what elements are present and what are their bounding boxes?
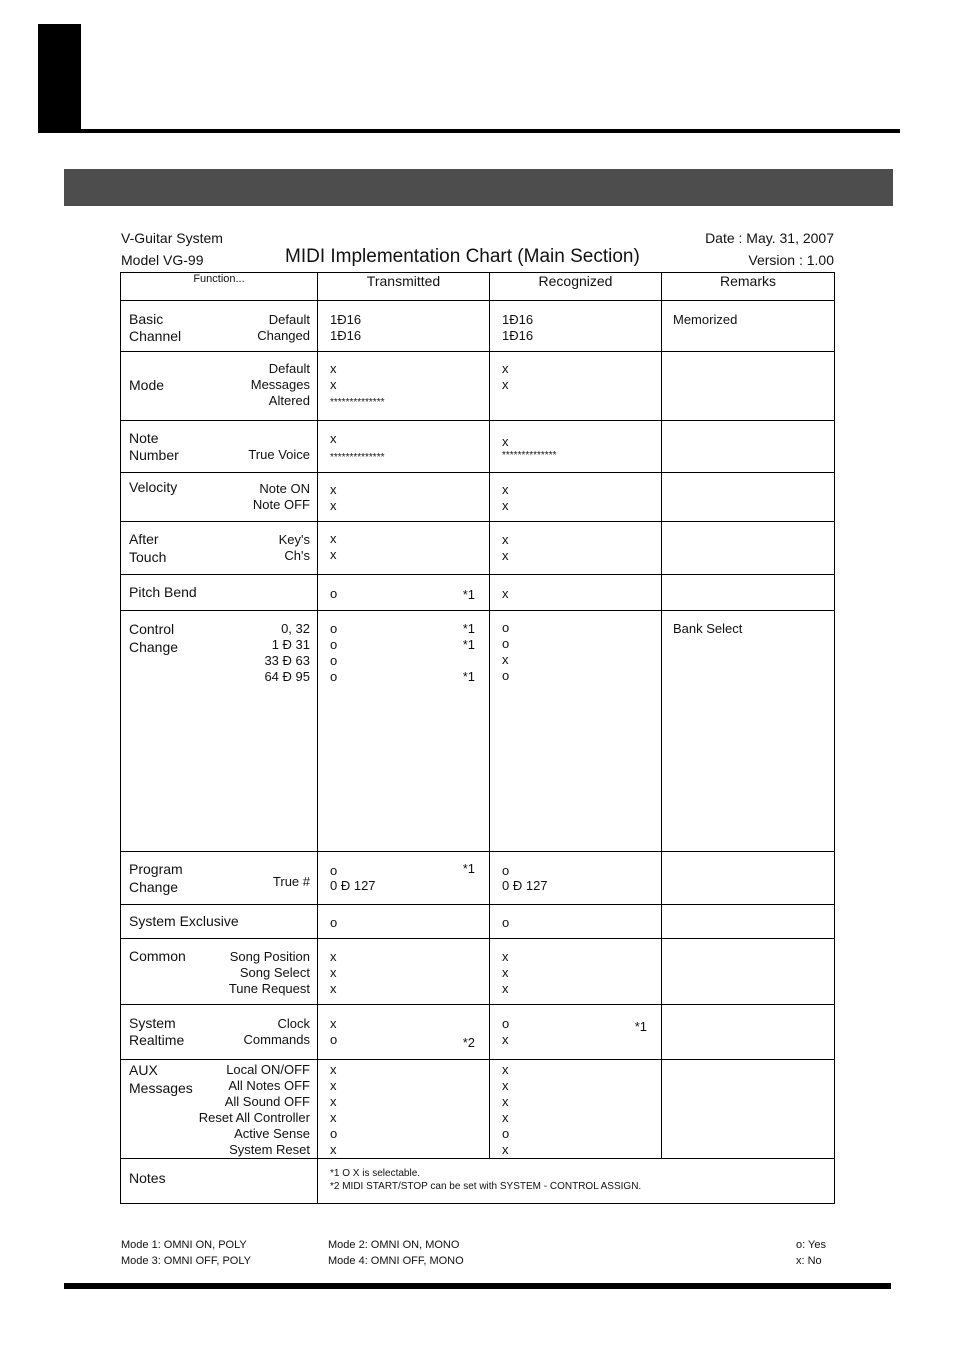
recognized-value: o <box>502 1126 510 1141</box>
row-label: Realtime <box>129 1032 185 1048</box>
transmitted-value: x <box>330 361 337 376</box>
row-label: Basic <box>129 311 164 327</box>
recognized-value: o <box>502 863 510 878</box>
transmitted-value: x <box>330 377 337 392</box>
recognized-value: o <box>502 915 510 930</box>
table-row-notes <box>121 1159 835 1204</box>
table-row-mode <box>121 352 835 421</box>
remark-text: Bank Select <box>673 621 743 636</box>
product-name: V-Guitar System <box>121 230 223 246</box>
table-row-note-number <box>121 421 835 473</box>
row-sublabel: Local ON/OFF <box>226 1062 310 1077</box>
row-label: System <box>129 1015 176 1031</box>
recognized-value: x <box>502 434 509 449</box>
row-label: Notes <box>129 1170 166 1186</box>
transmitted-value: x <box>330 482 337 497</box>
recognized-value: x <box>502 965 509 980</box>
bottom-rule <box>64 1283 891 1289</box>
legend-mode-1: Mode 1: OMNI ON, POLY <box>121 1239 247 1251</box>
recognized-value: x <box>502 1062 509 1077</box>
row-sublabel: True # <box>272 874 310 889</box>
recognized-value: x <box>502 548 509 563</box>
table-row-control-change <box>121 611 835 852</box>
row-label: Number <box>129 447 179 463</box>
row-sublabel: Note OFF <box>252 497 310 512</box>
recognized-value: x <box>502 498 509 513</box>
section-header-band <box>64 169 893 206</box>
row-sublabel: System Reset <box>229 1142 310 1157</box>
table-row-system-exclusive <box>121 905 835 939</box>
transmitted-value: x <box>330 547 337 562</box>
transmitted-value: x <box>330 981 337 996</box>
table-row-system-realtime <box>121 1005 835 1060</box>
row-sublabel: 33 Ð 63 <box>264 653 310 668</box>
recognized-value: x <box>502 377 509 392</box>
transmitted-value: x <box>330 1142 337 1157</box>
transmitted-value: ************** <box>330 397 385 408</box>
table-row-pitch-bend <box>121 575 835 611</box>
legend-mode-4: Mode 4: OMNI OFF, MONO <box>328 1255 464 1267</box>
transmitted-value: 1Ð16 <box>330 328 362 343</box>
column-header-recognized: Recognized <box>490 273 662 301</box>
row-label: Control <box>129 621 175 637</box>
table-row-basic-channel <box>121 301 835 352</box>
footnote-line: *2 MIDI START/STOP can be set with SYSTEM - CONTROL ASSIGN. <box>330 1181 642 1192</box>
row-label: Channel <box>129 328 182 344</box>
recognized-value: 0 Ð 127 <box>502 878 548 893</box>
transmitted-value: x <box>330 498 337 513</box>
footnote-marker: *2 <box>462 1035 475 1050</box>
row-sublabel: All Sound OFF <box>224 1094 310 1109</box>
recognized-value: x <box>502 361 509 376</box>
chapter-tab-block <box>38 24 81 133</box>
table-row-aux-messages <box>121 1060 835 1159</box>
footnote-marker: *1 <box>462 637 475 652</box>
recognized-value: x <box>502 981 509 996</box>
recognized-value: x <box>502 532 509 547</box>
recognized-value: x <box>502 1078 509 1093</box>
footnote-marker: *1 <box>462 669 475 684</box>
recognized-value: x <box>502 949 509 964</box>
recognized-value: o <box>502 636 510 651</box>
transmitted-value: o <box>330 586 338 601</box>
row-sublabel: Note ON <box>259 481 310 496</box>
transmitted-value: x <box>330 1016 337 1031</box>
row-sublabel: Clock <box>277 1016 310 1031</box>
row-sublabel: Tune Request <box>228 981 310 996</box>
row-sublabel: True Voice <box>248 447 310 462</box>
legend-yes: o: Yes <box>796 1239 826 1251</box>
row-sublabel: Key's <box>278 532 310 547</box>
row-sublabel: 1 Ð 31 <box>271 637 310 652</box>
footnote-marker: *1 <box>462 621 475 636</box>
row-sublabel: Default <box>268 312 310 327</box>
model-name: Model VG-99 <box>121 252 204 268</box>
recognized-value: o <box>502 1016 510 1031</box>
column-header-function: Function... <box>121 273 318 301</box>
row-sublabel: Active Sense <box>234 1126 310 1141</box>
transmitted-value: x <box>330 949 337 964</box>
row-label: Pitch Bend <box>129 584 197 600</box>
transmitted-value: o <box>330 863 338 878</box>
recognized-value: o <box>502 668 510 683</box>
transmitted-value: x <box>330 1078 337 1093</box>
table-row-after-touch <box>121 522 835 575</box>
legend-mode-2: Mode 2: OMNI ON, MONO <box>328 1239 460 1251</box>
recognized-value: x <box>502 482 509 497</box>
transmitted-value: o <box>330 1126 338 1141</box>
top-rule <box>38 129 900 133</box>
recognized-value: o <box>502 620 510 635</box>
transmitted-value: x <box>330 431 337 446</box>
transmitted-value: o <box>330 637 338 652</box>
row-sublabel: Song Position <box>229 949 310 964</box>
transmitted-value: x <box>330 531 337 546</box>
row-label: Change <box>129 879 179 895</box>
chart-title: MIDI Implementation Chart (Main Section) <box>285 246 640 267</box>
table-header-row <box>121 273 835 301</box>
row-label: Mode <box>129 377 165 393</box>
transmitted-value: x <box>330 965 337 980</box>
transmitted-value: o <box>330 669 338 684</box>
legend-no: x: No <box>796 1255 822 1267</box>
recognized-value: 1Ð16 <box>502 312 534 327</box>
recognized-value: x <box>502 1032 509 1047</box>
footnote-line: *1 O X is selectable. <box>330 1168 421 1179</box>
footnote-marker: *1 <box>634 1019 647 1034</box>
transmitted-value: o <box>330 1032 338 1047</box>
row-label: Program <box>129 861 183 877</box>
row-sublabel: Reset All Controller <box>198 1110 310 1125</box>
row-label: After <box>129 531 159 547</box>
transmitted-value: x <box>330 1110 337 1125</box>
transmitted-value: 0 Ð 127 <box>330 878 376 893</box>
transmitted-value: o <box>330 621 338 636</box>
transmitted-value: 1Ð16 <box>330 312 362 327</box>
row-sublabel: 64 Ð 95 <box>264 669 310 684</box>
recognized-value: x <box>502 1110 509 1125</box>
row-label: Common <box>129 948 186 964</box>
row-sublabel: Default <box>268 361 310 376</box>
transmitted-value: o <box>330 915 338 930</box>
row-sublabel: 0, 32 <box>281 621 310 636</box>
row-label: Change <box>129 639 179 655</box>
recognized-value: x <box>502 1094 509 1109</box>
row-label: Note <box>129 430 159 446</box>
row-label: Velocity <box>129 479 178 495</box>
row-label: Touch <box>129 549 167 565</box>
row-sublabel: Messages <box>250 377 310 392</box>
row-sublabel: Song Select <box>239 965 310 980</box>
recognized-value: x <box>502 586 509 601</box>
table-row-common <box>121 939 835 1005</box>
row-sublabel: Changed <box>257 328 310 343</box>
row-label: AUX <box>129 1062 158 1078</box>
transmitted-value: x <box>330 1062 337 1077</box>
row-sublabel: Ch's <box>284 548 310 563</box>
transmitted-value: x <box>330 1094 337 1109</box>
chart-version: Version : 1.00 <box>748 252 834 268</box>
recognized-value: ************** <box>502 450 557 461</box>
column-header-remarks: Remarks <box>662 273 835 301</box>
table-row-program-change <box>121 852 835 905</box>
footnote-marker: *1 <box>462 587 475 602</box>
recognized-value: x <box>502 652 509 667</box>
row-sublabel: Commands <box>243 1032 310 1047</box>
table-row-velocity <box>121 473 835 522</box>
legend-mode-3: Mode 3: OMNI OFF, POLY <box>121 1255 251 1267</box>
footnote-marker: *1 <box>462 861 475 876</box>
row-label: System Exclusive <box>129 913 239 929</box>
chart-date: Date : May. 31, 2007 <box>705 230 834 246</box>
row-label: Messages <box>129 1080 193 1096</box>
midi-implementation-table <box>120 272 835 1204</box>
row-sublabel: All Notes OFF <box>228 1078 310 1093</box>
recognized-value: 1Ð16 <box>502 328 534 343</box>
transmitted-value: ************** <box>330 452 385 463</box>
recognized-value: x <box>502 1142 509 1157</box>
remark-text: Memorized <box>673 312 738 327</box>
row-sublabel: Altered <box>268 393 310 408</box>
column-header-transmitted: Transmitted <box>318 273 490 301</box>
transmitted-value: o <box>330 653 338 668</box>
